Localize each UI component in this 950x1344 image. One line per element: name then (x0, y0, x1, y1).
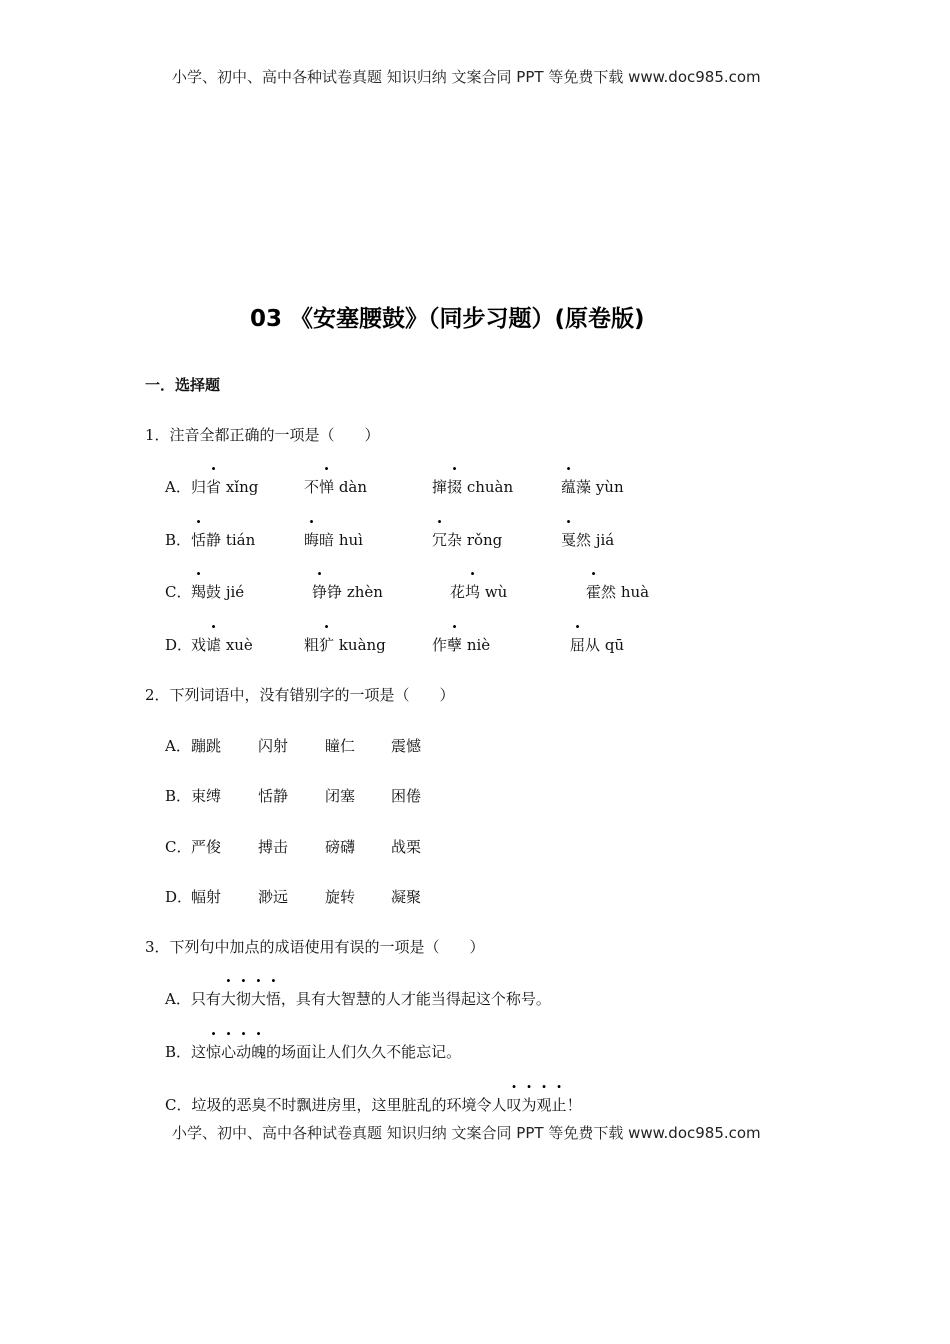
q2-word: 束缚 (191, 787, 222, 805)
option-letter: B． (165, 1043, 192, 1061)
page-header: 小学、初中、高中各种试卷真题 知识归纳 文案合同 PPT 等免费下载 www.doc985.com (172, 68, 761, 86)
q1-b-item-2: 晦暗 huì (304, 531, 363, 549)
q1-option-c (165, 581, 650, 602)
q2-option-d (165, 886, 422, 907)
q2-option-b (165, 785, 422, 806)
page-footer: 小学、初中、高中各种试卷真题 知识归纳 文案合同 PPT 等免费下载 www.doc985.com (172, 1124, 761, 1142)
q1-b-item-4: 戛然 jiá (561, 531, 615, 549)
option-letter: B． (165, 787, 192, 805)
dotted-idiom: 大彻大悟 (220, 990, 281, 1008)
q2-word: 困倦 (391, 787, 422, 805)
q3-option-a: A．只有大彻大悟，具有大智慧的人才能当得起这个称号。 (165, 990, 551, 1008)
q1-c-item-2: 铮铮 zhèn (312, 583, 383, 601)
option-letter: B． (165, 531, 192, 549)
question-1-stem: 1．注音全都正确的一项是（ ） (145, 426, 380, 444)
q2-word: 闭塞 (325, 787, 356, 805)
q2-word: 幅射 (191, 888, 222, 906)
q2-option-a (165, 735, 422, 756)
page-title: 03 《安塞腰鼓》（同步习题）(原卷版) (250, 306, 645, 332)
q2-word: 旋转 (325, 888, 356, 906)
q3-option-b: B．这惊心动魄的场面让人们久久不能忘记。 (165, 1043, 462, 1061)
option-letter: A． (165, 478, 191, 496)
q2-word: 震憾 (391, 737, 422, 755)
q1-d-item-1: 戏谑 xuè (191, 636, 253, 654)
q2-word: 渺远 (258, 888, 289, 906)
question-2-stem: 2．下列词语中，没有错别字的一项是（ ） (145, 686, 455, 704)
q1-a-item-3: 撺掇 chuàn (432, 478, 514, 496)
q2-word: 瞳仁 (325, 737, 356, 755)
q2-word: 恬静 (258, 787, 289, 805)
option-letter: A． (165, 737, 191, 755)
q1-option-d (165, 634, 625, 655)
question-3-stem: 3．下列句中加点的成语使用有误的一项是（ ） (145, 938, 485, 956)
q2-word: 闪射 (258, 737, 289, 755)
q1-d-item-2: 粗犷 kuàng (304, 636, 386, 654)
q1-d-item-3: 作孽 niè (432, 636, 491, 654)
q2-word: 严俊 (191, 838, 222, 856)
q3-option-c: C．垃圾的恶臭不时飘进房里，这里脏乱的环境令人叹为观止！ (165, 1096, 582, 1114)
q2-word: 战栗 (391, 838, 422, 856)
option-letter: D． (165, 888, 193, 906)
q2-word: 磅礴 (325, 838, 356, 856)
option-letter: C． (165, 583, 192, 601)
option-letter: D． (165, 636, 193, 654)
q1-c-item-3: 花坞 wù (450, 583, 508, 601)
q1-a-item-1: 归省 xǐng (191, 478, 259, 496)
q1-option-b (165, 529, 615, 550)
q1-a-item-2: 不惮 dàn (304, 478, 368, 496)
dotted-idiom: 叹为观止 (506, 1096, 567, 1114)
dotted-idiom: 惊心动魄 (206, 1043, 267, 1061)
q2-word: 蹦跳 (191, 737, 222, 755)
option-letter: C． (165, 838, 192, 856)
q2-option-c (165, 836, 422, 857)
q2-word: 凝聚 (391, 888, 422, 906)
q1-c-item-1: 羯鼓 jié (191, 583, 245, 601)
section-heading: 一．选择题 (145, 376, 221, 394)
option-letter: C． (165, 1096, 192, 1114)
q1-b-item-1: 恬静 tián (191, 531, 256, 549)
q1-option-a (165, 476, 624, 497)
q2-word: 搏击 (258, 838, 289, 856)
q1-b-item-3: 冗杂 rǒng (432, 531, 503, 549)
option-letter: A． (165, 990, 191, 1008)
q1-a-item-4: 蕴藻 yùn (561, 478, 624, 496)
q1-d-item-4: 屈从 qū (570, 636, 625, 654)
q1-c-item-4: 霍然 huà (586, 583, 650, 601)
